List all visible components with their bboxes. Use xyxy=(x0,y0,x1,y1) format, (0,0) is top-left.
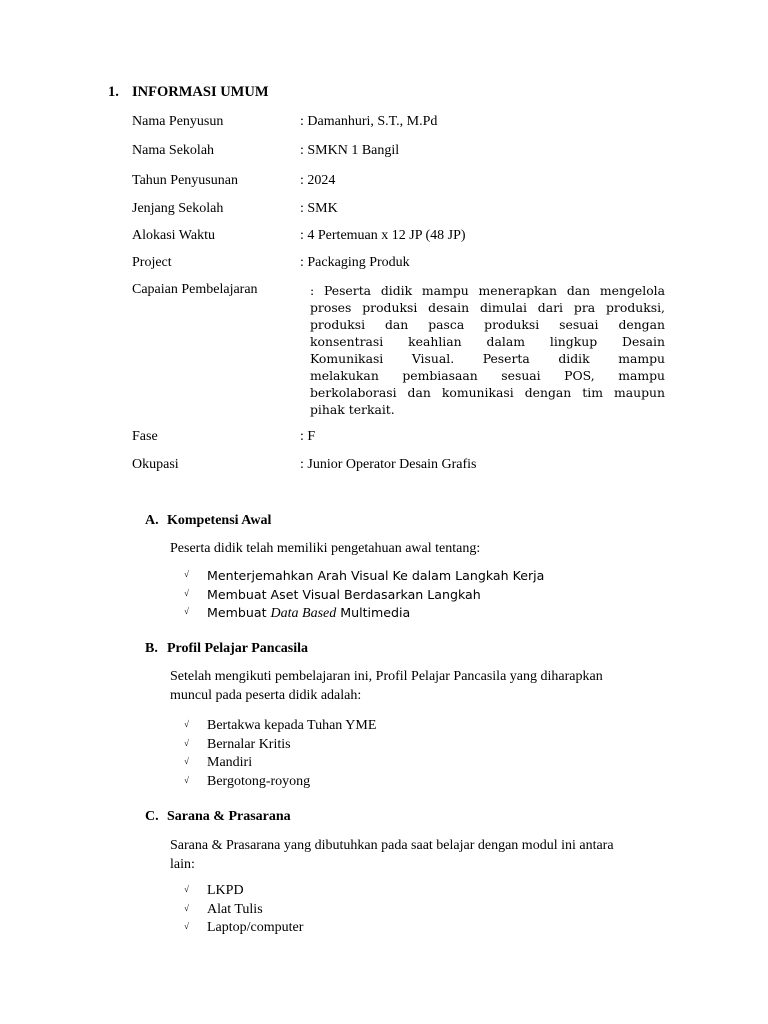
info-label: Jenjang Sekolah xyxy=(132,201,224,216)
list-item-text: Laptop/computer xyxy=(207,920,304,935)
capaian-line: pihak terkait. xyxy=(310,402,395,417)
list-item xyxy=(184,604,544,623)
check-icon: √ xyxy=(184,606,189,616)
sarana-intro-line2: lain: xyxy=(170,857,195,872)
profil-intro-line1: Setelah mengikuti pembelajaran ini, Profil Pelajar Pancasila yang diharapkan xyxy=(170,669,603,684)
info-value: : SMK xyxy=(300,201,338,216)
list-item xyxy=(184,773,376,792)
list-item xyxy=(184,586,544,605)
list-item xyxy=(184,754,376,773)
list-item-text xyxy=(207,604,410,624)
section-title: Sarana & Prasarana xyxy=(167,809,291,824)
info-value: : 4 Pertemuan x 12 JP (48 JP) xyxy=(300,228,466,243)
info-value: : Packaging Produk xyxy=(300,255,410,270)
list-item xyxy=(184,919,303,938)
info-value: : F xyxy=(300,429,316,444)
list-item-text: Membuat Aset Visual Berdasarkan Langkah xyxy=(207,586,481,602)
kompetensi-list xyxy=(184,567,544,623)
check-icon: √ xyxy=(184,902,189,913)
info-label: Fase xyxy=(132,429,158,444)
list-item xyxy=(184,717,376,736)
section-title: Profil Pelajar Pancasila xyxy=(167,641,309,656)
info-label: Project xyxy=(132,255,172,270)
section-heading-sarana-prasarana xyxy=(145,809,291,825)
capaian-line: Komunikasi Visual. Peserta didik mampu xyxy=(310,351,665,366)
list-item-text: Bergotong-royong xyxy=(207,773,311,789)
info-value: : 2024 xyxy=(300,173,336,188)
section-letter: A. xyxy=(145,513,159,528)
list-item-text: LKPD xyxy=(207,883,244,898)
info-value: : SMKN 1 Bangil xyxy=(300,143,400,158)
capaian-text xyxy=(310,282,665,418)
kompetensi-intro: Peserta didik telah memiliki pengetahuan awal tentang: xyxy=(170,541,481,556)
capaian-line: konsentrasi keahlian dalam lingkup Desain xyxy=(310,334,665,349)
check-icon: √ xyxy=(184,569,189,579)
section-heading-informasi-umum xyxy=(108,84,269,101)
info-label: Tahun Penyusunan xyxy=(132,173,238,188)
capaian-line: : Peserta didik mampu menerapkan dan mengelola xyxy=(310,283,665,298)
list-item-text: Alat Tulis xyxy=(207,901,263,917)
list-item-text: Menterjemahkan Arah Visual Ke dalam Langkah Kerja xyxy=(207,568,545,583)
info-value: : Damanhuri, S.T., M.Pd xyxy=(300,114,438,129)
capaian-label: Capaian Pembelajaran xyxy=(132,282,258,297)
profil-intro-line2: muncul pada peserta didik adalah: xyxy=(170,688,362,703)
sarana-list xyxy=(184,882,303,938)
capaian-line: melakukan pembiasaan sesuai POS, mampu xyxy=(310,368,665,383)
check-icon: √ xyxy=(184,774,189,785)
capaian-line: produksi dan pasca produksi sesuai dengan xyxy=(310,317,665,332)
section-letter: C. xyxy=(145,809,159,824)
capaian-line: berkolaborasi dan komunikasi dengan tim maupun xyxy=(310,385,665,400)
list-item-text: Mandiri xyxy=(207,755,253,770)
section-number: 1. xyxy=(108,84,119,100)
section-letter: B. xyxy=(145,641,158,656)
check-icon: √ xyxy=(184,756,189,766)
info-label: Nama Penyusun xyxy=(132,114,224,129)
profil-list xyxy=(184,717,376,791)
check-icon: √ xyxy=(184,719,189,729)
list-item-text: Bertakwa kepada Tuhan YME xyxy=(207,718,377,733)
list-item-text: Bernalar Kritis xyxy=(207,736,291,752)
check-icon: √ xyxy=(184,921,189,931)
capaian-line: proses produksi desain dimulai dari pra produksi, xyxy=(310,300,665,315)
section-title: INFORMASI UMUM xyxy=(132,84,269,100)
list-item-suffix: Multimedia xyxy=(336,605,411,620)
list-item xyxy=(184,736,376,755)
info-label: Alokasi Waktu xyxy=(132,228,215,243)
check-icon: √ xyxy=(184,587,189,598)
check-icon: √ xyxy=(184,884,189,894)
list-item xyxy=(184,901,303,920)
list-item-prefix: Membuat xyxy=(207,605,271,620)
info-value: : Junior Operator Desain Grafis xyxy=(300,457,477,472)
list-item xyxy=(184,567,544,586)
sarana-intro-line1: Sarana & Prasarana yang dibutuhkan pada saat belajar dengan modul ini antara xyxy=(170,838,614,853)
info-label: Okupasi xyxy=(132,457,179,472)
list-item-italic: Data Based xyxy=(270,606,337,621)
check-icon: √ xyxy=(184,737,189,748)
section-title: Kompetensi Awal xyxy=(167,513,272,528)
info-label: Nama Sekolah xyxy=(132,143,215,158)
section-heading-kompetensi-awal xyxy=(145,513,271,529)
section-heading-profil-pelajar xyxy=(145,641,308,657)
list-item xyxy=(184,882,303,901)
